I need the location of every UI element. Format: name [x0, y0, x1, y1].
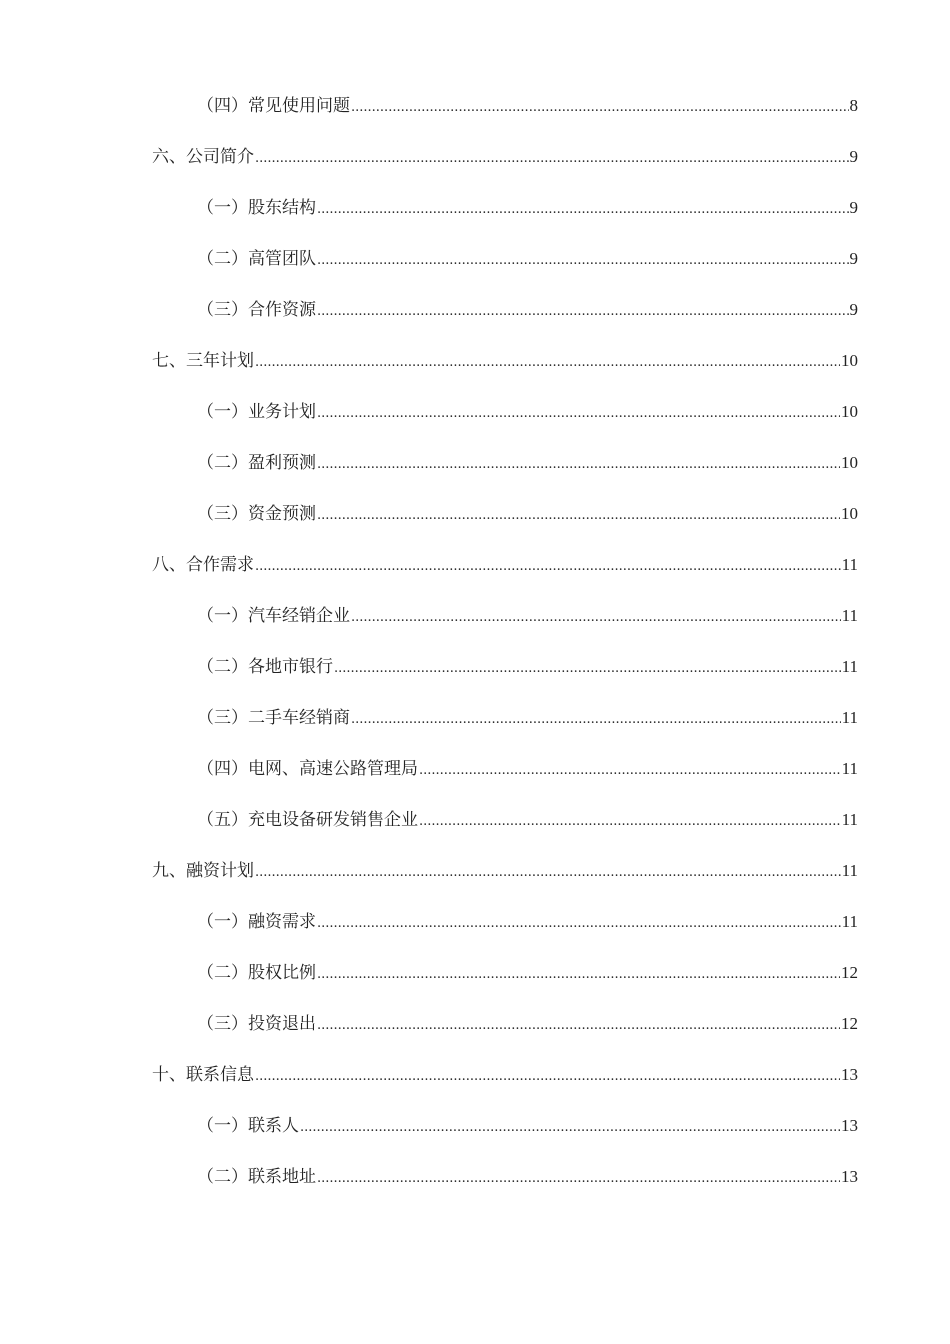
toc-entry-label: 十、联系信息	[152, 1064, 254, 1085]
toc-entry-page-number: 9	[849, 248, 858, 268]
toc-entry-label: 八、合作需求	[152, 554, 254, 575]
toc-entry[interactable]	[0, 335, 950, 386]
toc-entry-page-number: 10	[841, 401, 858, 421]
toc-dot-leader	[317, 404, 840, 424]
toc-entry-label: （五）充电设备研发销售企业	[197, 809, 418, 830]
toc-entry-page-number: 10	[841, 503, 858, 523]
toc-entry-label: （一）融资需求	[197, 911, 316, 932]
toc-entry-page-number: 9	[849, 146, 858, 166]
toc-entry[interactable]	[0, 80, 950, 131]
toc-dot-leader	[317, 965, 840, 985]
toc-dot-leader	[317, 302, 849, 322]
toc-entry-page-number: 11	[841, 656, 858, 676]
toc-dot-leader	[255, 149, 849, 169]
toc-dot-leader	[419, 812, 841, 832]
toc-dot-leader	[255, 1067, 840, 1087]
toc-entry[interactable]	[0, 692, 950, 743]
toc-entry[interactable]	[0, 131, 950, 182]
toc-entry[interactable]	[0, 386, 950, 437]
toc-entry-page-number: 9	[849, 197, 858, 217]
toc-entry[interactable]	[0, 998, 950, 1049]
toc-entry-page-number: 13	[841, 1064, 858, 1084]
toc-dot-leader	[300, 1118, 840, 1138]
toc-dot-leader	[351, 98, 849, 118]
toc-entry-label: （三）合作资源	[197, 299, 316, 320]
toc-entry-label: 七、三年计划	[152, 350, 254, 371]
toc-entry[interactable]	[0, 233, 950, 284]
toc-dot-leader	[255, 863, 841, 883]
toc-entry[interactable]	[0, 845, 950, 896]
toc-dot-leader	[419, 761, 841, 781]
toc-entry-label: （一）联系人	[197, 1115, 299, 1136]
toc-entry-label: （二）股权比例	[197, 962, 316, 983]
toc-entry-label: （四）常见使用问题	[197, 95, 350, 116]
toc-dot-leader	[351, 710, 841, 730]
toc-entry[interactable]	[0, 284, 950, 335]
toc-entry-label: （二）各地市银行	[197, 656, 333, 677]
toc-entry-page-number: 11	[841, 554, 858, 574]
table-of-contents	[0, 80, 950, 1202]
toc-entry-page-number: 11	[841, 860, 858, 880]
toc-entry-label: （三）投资退出	[197, 1013, 316, 1034]
toc-dot-leader	[334, 659, 841, 679]
toc-entry-label: （三）资金预测	[197, 503, 316, 524]
toc-entry[interactable]	[0, 947, 950, 998]
toc-entry-label: 六、公司简介	[152, 146, 254, 167]
toc-entry-label: （一）业务计划	[197, 401, 316, 422]
toc-entry[interactable]	[0, 539, 950, 590]
toc-entry-label: （一）股东结构	[197, 197, 316, 218]
toc-entry-page-number: 13	[841, 1115, 858, 1135]
toc-dot-leader	[317, 1016, 840, 1036]
toc-entry-page-number: 12	[841, 962, 858, 982]
toc-entry[interactable]	[0, 1100, 950, 1151]
toc-entry-page-number: 9	[849, 299, 858, 319]
toc-entry-page-number: 11	[841, 707, 858, 727]
toc-dot-leader	[317, 1169, 840, 1189]
toc-dot-leader	[351, 608, 841, 628]
toc-dot-leader	[317, 251, 849, 271]
toc-entry-label: （四）电网、高速公路管理局	[197, 758, 418, 779]
toc-entry-page-number: 11	[841, 758, 858, 778]
toc-entry-label: （二）联系地址	[197, 1166, 316, 1187]
toc-entry-page-number: 8	[849, 95, 858, 115]
toc-entry-label: （二）盈利预测	[197, 452, 316, 473]
toc-entry-label: （三）二手车经销商	[197, 707, 350, 728]
toc-entry-label: （二）高管团队	[197, 248, 316, 269]
toc-dot-leader	[317, 506, 840, 526]
toc-entry-page-number: 10	[841, 452, 858, 472]
toc-entry-label: 九、融资计划	[152, 860, 254, 881]
toc-entry-page-number: 13	[841, 1166, 858, 1186]
toc-entry[interactable]	[0, 437, 950, 488]
toc-entry[interactable]	[0, 1151, 950, 1202]
toc-dot-leader	[317, 200, 849, 220]
toc-dot-leader	[317, 455, 840, 475]
toc-entry-page-number: 10	[841, 350, 858, 370]
toc-entry-page-number: 11	[841, 809, 858, 829]
toc-entry[interactable]	[0, 590, 950, 641]
toc-entry[interactable]	[0, 794, 950, 845]
toc-entry-page-number: 11	[841, 605, 858, 625]
toc-entry-label: （一）汽车经销企业	[197, 605, 350, 626]
toc-entry[interactable]	[0, 743, 950, 794]
toc-entry[interactable]	[0, 488, 950, 539]
toc-entry-page-number: 12	[841, 1013, 858, 1033]
toc-dot-leader	[255, 557, 841, 577]
toc-entry-page-number: 11	[841, 911, 858, 931]
toc-entry[interactable]	[0, 1049, 950, 1100]
toc-dot-leader	[255, 353, 840, 373]
toc-dot-leader	[317, 914, 841, 934]
toc-entry[interactable]	[0, 896, 950, 947]
toc-entry[interactable]	[0, 641, 950, 692]
toc-entry[interactable]	[0, 182, 950, 233]
